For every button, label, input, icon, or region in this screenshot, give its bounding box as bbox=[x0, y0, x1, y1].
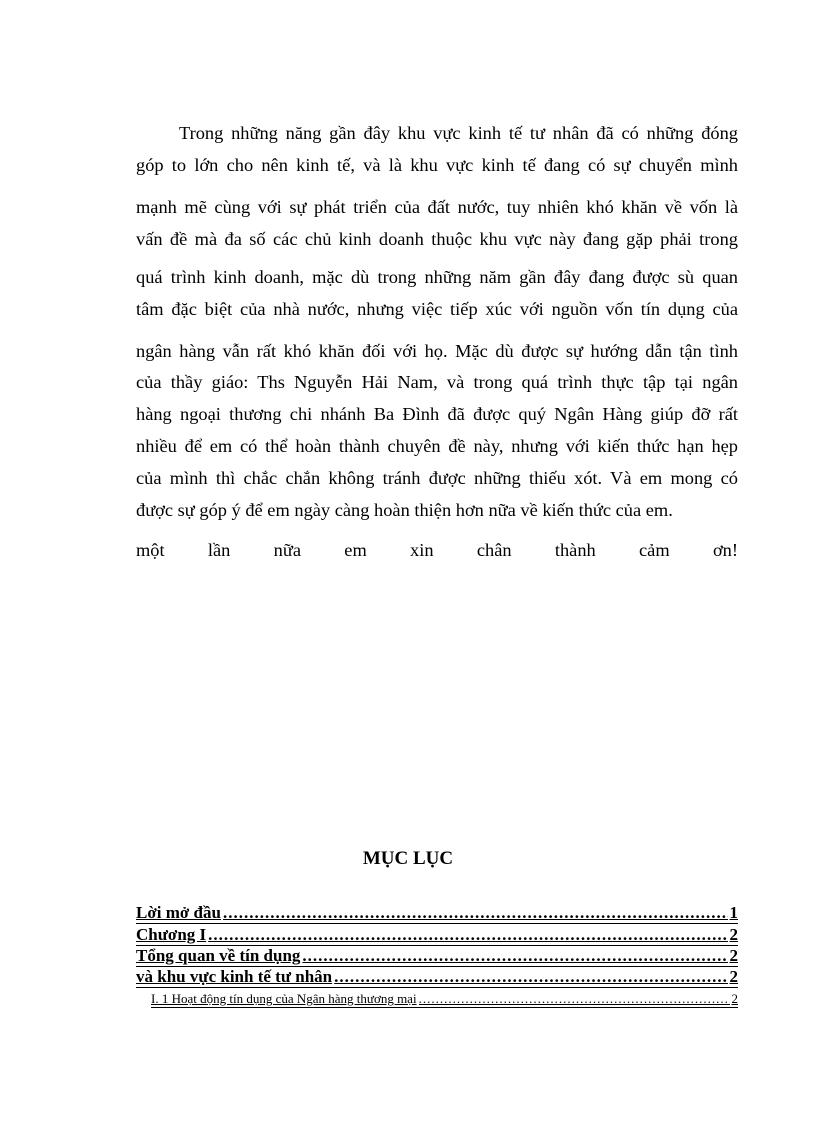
paragraph-line: nhiều để em có thể hoàn thành chuyên đề này, nhưng với kiến thức hạn hẹp bbox=[136, 436, 738, 456]
paragraph-line: vấn đề mà đa số các chủ kinh doanh thuộc khu vực này đang gặp phải trong bbox=[136, 229, 738, 249]
toc-leader bbox=[208, 925, 727, 945]
toc-entry-label: Tổng quan về tín dụng bbox=[136, 946, 301, 965]
toc-page-number: 2 bbox=[729, 925, 738, 944]
paragraph-line: của thầy giáo: Ths Nguyễn Hải Nam, và trong quá trình thực tập tại ngân bbox=[136, 372, 738, 392]
toc-entry-label: Chương I bbox=[136, 925, 207, 944]
paragraph-line: Trong những năng gần đây khu vực kinh tế tư nhân đã có những đóng bbox=[179, 123, 738, 143]
toc-entry-khu-vuc-kinh-te[interactable] bbox=[136, 967, 738, 988]
toc-entry-loi-mo-dau[interactable] bbox=[136, 903, 738, 924]
toc-entry-label: I. 1 Hoạt động tín dụng của Ngân hàng thương mại bbox=[151, 991, 417, 1006]
paragraph-line: tâm đặc biệt của nhà nước, nhưng việc tiếp xúc với nguồn vốn tín dụng của bbox=[136, 299, 738, 319]
paragraph-line: mạnh mẽ cùng với sự phát triển của đất nước, tuy nhiên khó khăn về vốn là bbox=[136, 197, 738, 217]
toc-entry-hoat-dong-tin-dung[interactable] bbox=[151, 991, 738, 1008]
paragraph-line: được sự góp ý để em ngày càng hoàn thiện hơn nữa về kiến thức của em. bbox=[136, 500, 673, 520]
toc-page-number: 2 bbox=[731, 991, 738, 1006]
paragraph-line: góp to lớn cho nên kinh tế, và là khu vực kinh tế đang có sự chuyển mình bbox=[136, 155, 738, 175]
paragraph-line: quá trình kinh doanh, mặc dù trong những năm gần đây đang được sù quan bbox=[136, 267, 738, 287]
toc-leader bbox=[419, 991, 730, 1007]
toc-leader bbox=[334, 967, 727, 987]
toc-entry-label: và khu vực kinh tế tư nhân bbox=[136, 967, 333, 986]
paragraph-line: hàng ngoại thương chi nhánh Ba Đình đã được quý Ngân Hàng giúp đỡ rất bbox=[136, 404, 738, 424]
toc-entry-label: Lời mở đầu bbox=[136, 903, 221, 922]
toc-leader bbox=[223, 903, 728, 923]
toc-title: MỤC LỤC bbox=[362, 848, 454, 869]
toc-page-number: 2 bbox=[729, 946, 738, 965]
toc-page-number: 1 bbox=[729, 903, 738, 922]
toc-page-number: 2 bbox=[729, 967, 738, 986]
paragraph-line: của mình thì chắc chắn không tránh được những thiếu xót. Và em mong có bbox=[136, 468, 738, 488]
paragraph-line: ngân hàng vẫn rất khó khăn đối với họ. Mặc dù được sự hướng dẫn tận tình bbox=[136, 341, 738, 361]
closing-line: một lần nữa em xin chân thành cảm ơn! bbox=[136, 540, 738, 560]
toc-entry-chuong-1[interactable] bbox=[136, 925, 738, 946]
toc-entry-tong-quan[interactable] bbox=[136, 946, 738, 967]
toc-leader bbox=[302, 946, 727, 966]
